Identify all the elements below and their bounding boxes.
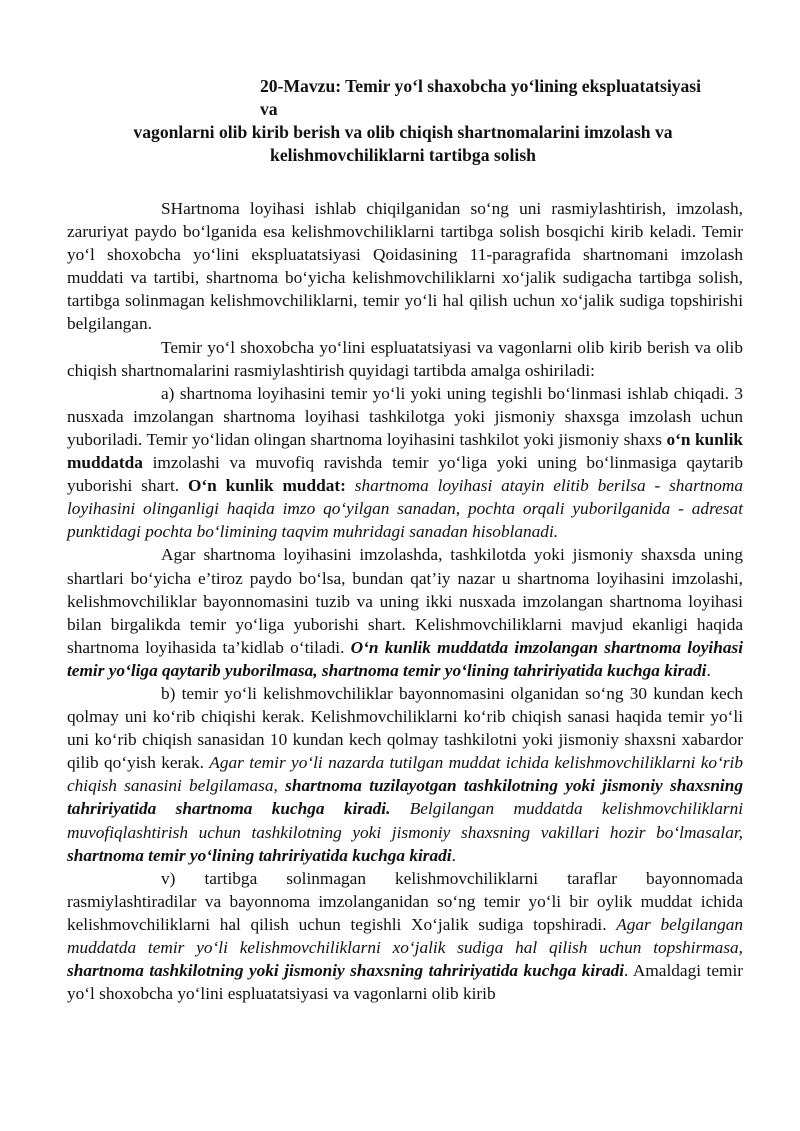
title-line-1: 20-Mavzu: Temir yo‘l shaxobcha yo‘lining ekspluatatsiyasi va xyxy=(260,76,702,119)
paragraph-a xyxy=(67,382,743,544)
italic-run: Agar temir yo‘li nazarda tutilgan muddat ichida kelishmovchiliklarni ko‘rib chiqish sanasini belgilamasa, xyxy=(67,753,743,796)
text-run: a) shartnoma loyihasini temir yo‘li yoki uning tegishli bo‘linmasi ishlab chiqadi. 3 nusxada imzolangan shartnoma loyihasi tashkilotga yoki jismoniy shaxsga imzolash uchun yuboriladi. Temir yo‘lidan olingan shartnoma loyihasini tashkilot yoki jismoniy shaxs xyxy=(67,383,743,449)
italic-run: Belgilangan muddatda kelishmovchiliklarni muvofiqlashtirish uchun tashkilotning yoki jismoniy shaxsning vakillari hozir bo‘lmasalar, xyxy=(67,799,744,842)
document-title xyxy=(100,75,706,167)
bold-run: o‘n kunlik muddatda xyxy=(67,429,743,473)
text-run: . xyxy=(706,660,711,680)
bold-italic-run: shartnoma temir yo‘lining tahririyatida kuchga kiradi xyxy=(67,845,452,865)
italic-run: shartnoma loyihasi atayin elitib berilsa - shartnoma loyihasini olinganligi haqida imzo qo‘yilgan sanadan, pochta orqali yuborilganida - adresat punktidagi pochta bo‘limining taqvim muhridagi sanadan hisoblanadi. xyxy=(67,476,744,542)
text-run: v) tartibga solinmagan kelishmovchiliklarni taraflar bayonnomada rasmiylashtiradilar va bayonnoma imzolanganidan so‘ng temir yo‘li bir oylik muddat ichida kelishmovchiliklarni hal qilish uchun tegishli Xo‘jalik sudiga topshiradi. xyxy=(67,868,743,934)
paragraph-1: SHartnoma loyihasi ishlab chiqilganidan so‘ng uni rasmiylashtirish, imzolash, zaruriyat paydo bo‘lganida esa kelishmovchiliklarni tartibga solish bosqichi kirib keladi. Temir yo‘l shoxobcha yo‘lini ekspluatatsiyasi Qoidasining 11-paragrafida shartnomani imzolash muddati va tartibi, shartnoma bo‘yicha kelishmovchiliklarni xo‘jalik sudigacha tartibga solish, tartibga solinmagan kelishmovchiliklarni, temir yo‘li hal qilish uchun xo‘jalik sudiga topshirishi belgilangan. xyxy=(67,199,743,334)
text-run: . Amaldagi temir yo‘l shoxobcha yo‘lini espluatatsiyasi va vagonlarni olib kirib xyxy=(67,961,743,1004)
text-run: Agar shartnoma loyihasini imzolashda, tashkilotda yoki jismoniy shaxsda uning shartlari bo‘yicha e’tiroz paydo bo‘lsa, bundan qat’iy nazar u shartnoma loyihasini imzolashi, kelishmovchiliklar bayonnomasini tuzib va uning ikki nusxada imzolangan shartnoma loyihasi bilan birgalikda temir yo‘liga yuborishi shart. Kelishmovchiliklarni mavjud ekanligi haqida shartnoma loyihasida ta’kidlab o‘tiladi. xyxy=(67,545,743,657)
text-run: . xyxy=(451,845,456,865)
text-run: b) temir yo‘li kelishmovchiliklar bayonnomasini olganidan so‘ng 30 kundan kech qolmay uni ko‘rib chiqishi kerak. Kelishmovchiliklarni ko‘rib chiqish sanasi haqida temir yo‘li uni ko‘rib chiqish sanasidan 10 kundan kech qolmay tashkilotni yoki jismoniy shaxsni xabardor qilib qo‘yish kerak. xyxy=(67,683,743,773)
text-run: imzolashi va muvofiq ravishda temir yo‘liga yoki uning bo‘linmasiga qaytarib yuborishi shart. xyxy=(67,453,743,496)
bold-italic-run: shartnoma tuzilayotgan tashkilotning yoki jismoniy shaxsning tahririyatida shartnoma kuchga kiradi. xyxy=(67,776,743,819)
title-line-3: kelishmovchiliklarni tartibga solish xyxy=(270,145,536,165)
paragraph-agar xyxy=(67,543,743,682)
paragraph-v xyxy=(67,867,743,1006)
document-body xyxy=(67,197,743,1005)
bold-italic-run: O‘n kunlik muddatda imzolangan shartnoma loyihasi temir yo‘liga qaytarib yuborilmasa, shartnoma temir yo‘lining tahririyatida kuchga kiradi xyxy=(67,637,744,680)
paragraph-2: Temir yo‘l shoxobcha yo‘lini espluatatsiyasi va vagonlarni olib kirib berish va olib chiqish shartnomalarini rasmiylashtirish quyidagi tartibda amalga oshiriladi: xyxy=(67,337,743,380)
bold-run: O‘n kunlik muddat: xyxy=(187,476,346,496)
bold-italic-run: shartnoma tashkilotning yoki jismoniy shaxsning tahririyatida kuchga kiradi xyxy=(67,961,625,981)
paragraph-b xyxy=(67,682,743,867)
italic-run: Agar belgilangan muddatda temir yo‘li kelishmovchiliklarni xo‘jalik sudiga hal qilish uchun topshirmasa, xyxy=(67,914,743,957)
title-line-2: vagonlarni olib kirib berish va olib chiqish shartnomalarini imzolash va xyxy=(133,122,673,142)
